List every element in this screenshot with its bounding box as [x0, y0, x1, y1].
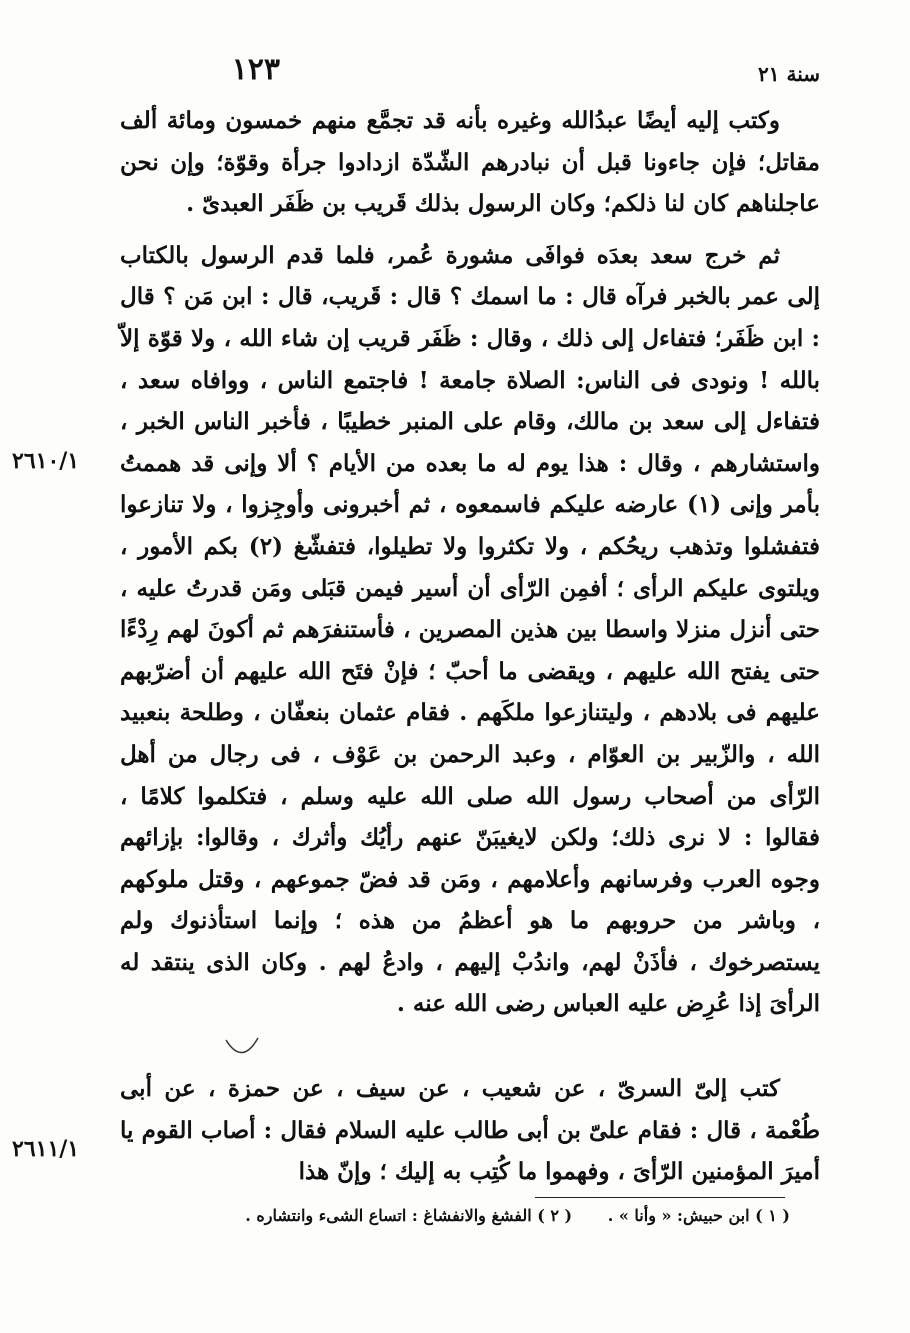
margin-reference-2: ٢٦١١/١	[12, 1136, 80, 1162]
main-text	[120, 100, 820, 1025]
paragraph-1: وكتب إليه أيضًا عبدُالله وغيره بأنه قد تجمَّع منهم خمسون ومائة ألف مقاتل؛ فإن جاءونا قبل أن نبادرهم الشّدّة ازدادوا جرأة وقوّة؛ وإن نحن عاجلناهم كان لنا ذلكم؛ وكان الرسول بذلك قَريب بن ظَفَر العبدىّ .	[120, 107, 820, 218]
page-header	[120, 52, 820, 92]
paragraph-2: ثم خرج سعد بعدَه فوافَى مشورة عُمر، فلما قدم الرسول بالكتاب إلى عمر بالخبر فرآه قال : ما اسمك ؟ قال : قَريب، قال : ابن مَن ؟ قال : ابن ظَفَر؛ فتفاءل إلى ذلك ، وقال : ظَفَر قريب إن شاء الله ، ولا قوّة إلاّ بالله ! ونودى فى الناس: الصلاة جامعة ! فاجتمع الناس ، ووافاه سعد ، فتفاءل إلى سعد بن مالك، وقام على المنبر خطيبًا ، فأخبر الناس الخبر ، واستشارهم ، وقال : هذا يوم له ما بعده من الأيام ؟ ألا وإنى قد هممتُ بأمر وإنى (١) عارضه عليكم فاسمعوه ، ثم أخبرونى وأوجِزوا ، ولا تنازعوا فتفشلوا وتذهب ريحُكم ، ولا تكثروا ولا تطيلوا، فتفشّغ (٢) بكم الأمور ، ويلتوى عليكم الرأى ؛ أفمِن الرّأى أن أسير فيمن قبَلى ومَن قدرتُ عليه ، حتى أنزل منزلا واسطا بين هذين المصرين ، فأستنفرَهم ثم أكونَ لهم رِدْءًا حتى يفتح الله عليهم ، ويقضى ما أحبّ ؛ فإنْ فتَح الله عليهم أن أضرّبهم عليهم فى بلادهم ، وليتنازعوا ملكَهم . فقام عثمان بنعفّان ، وطلحة بنعبيد الله ، والزّبير بن العوّام ، وعبد الرحمن بن عَوْف ، فى رجال من أهل الرّأى من أصحاب رسول الله صلى الله عليه وسلم ، فتكلموا كلامًا ، فقالوا : لا نرى ذلك؛ ولكن لايغيبَنّ عنهم رأيُك وأثرك ، وقالوا: بإزائهم وجوه العرب وفرسانهم وأعلامهم ، ومَن قد فضّ جموعهم ، وقتل ملوكهم ، وباشر من حروبهم ما هو أعظمُ من هذه ؛ وإنما استأذنوك ولم يستصرخوك ، فأذَنْ لهم، واندُبْ إليهم ، وادعُ لهم . وكان الذى ينتقد له الرأىَ إذا عُرِض عليه العباس رضى الله عنه .	[120, 241, 821, 1018]
page-number: ١٢٣	[231, 52, 280, 87]
margin-reference-1: ٢٦١٠/١	[12, 448, 80, 474]
footnote-1: ( ١ ) ابن حبيش: « وأنا » .	[607, 1206, 790, 1225]
section-separator-mark	[222, 1036, 262, 1058]
running-head-year: سنة ٢١	[758, 62, 820, 86]
footnotes	[150, 1206, 790, 1225]
footnote-rule	[535, 1197, 785, 1198]
paragraph-3: كتب إلىّ السرىّ ، عن شعيب ، عن سيف ، عن حمزة ، عن أبى طُعْمة ، قال : فقام علىّ بن أبى طالب عليه السلام فقال : أصاب القوم يا أميرَ المؤمنين الرّأىَ ، وفهموا ما كُتِب به إليك ؛ وإنّ هذا	[120, 1075, 820, 1186]
footnote-2: ( ٢ ) الفشغ والانفشاغ : اتساع الشىء وانتشاره .	[245, 1206, 573, 1225]
